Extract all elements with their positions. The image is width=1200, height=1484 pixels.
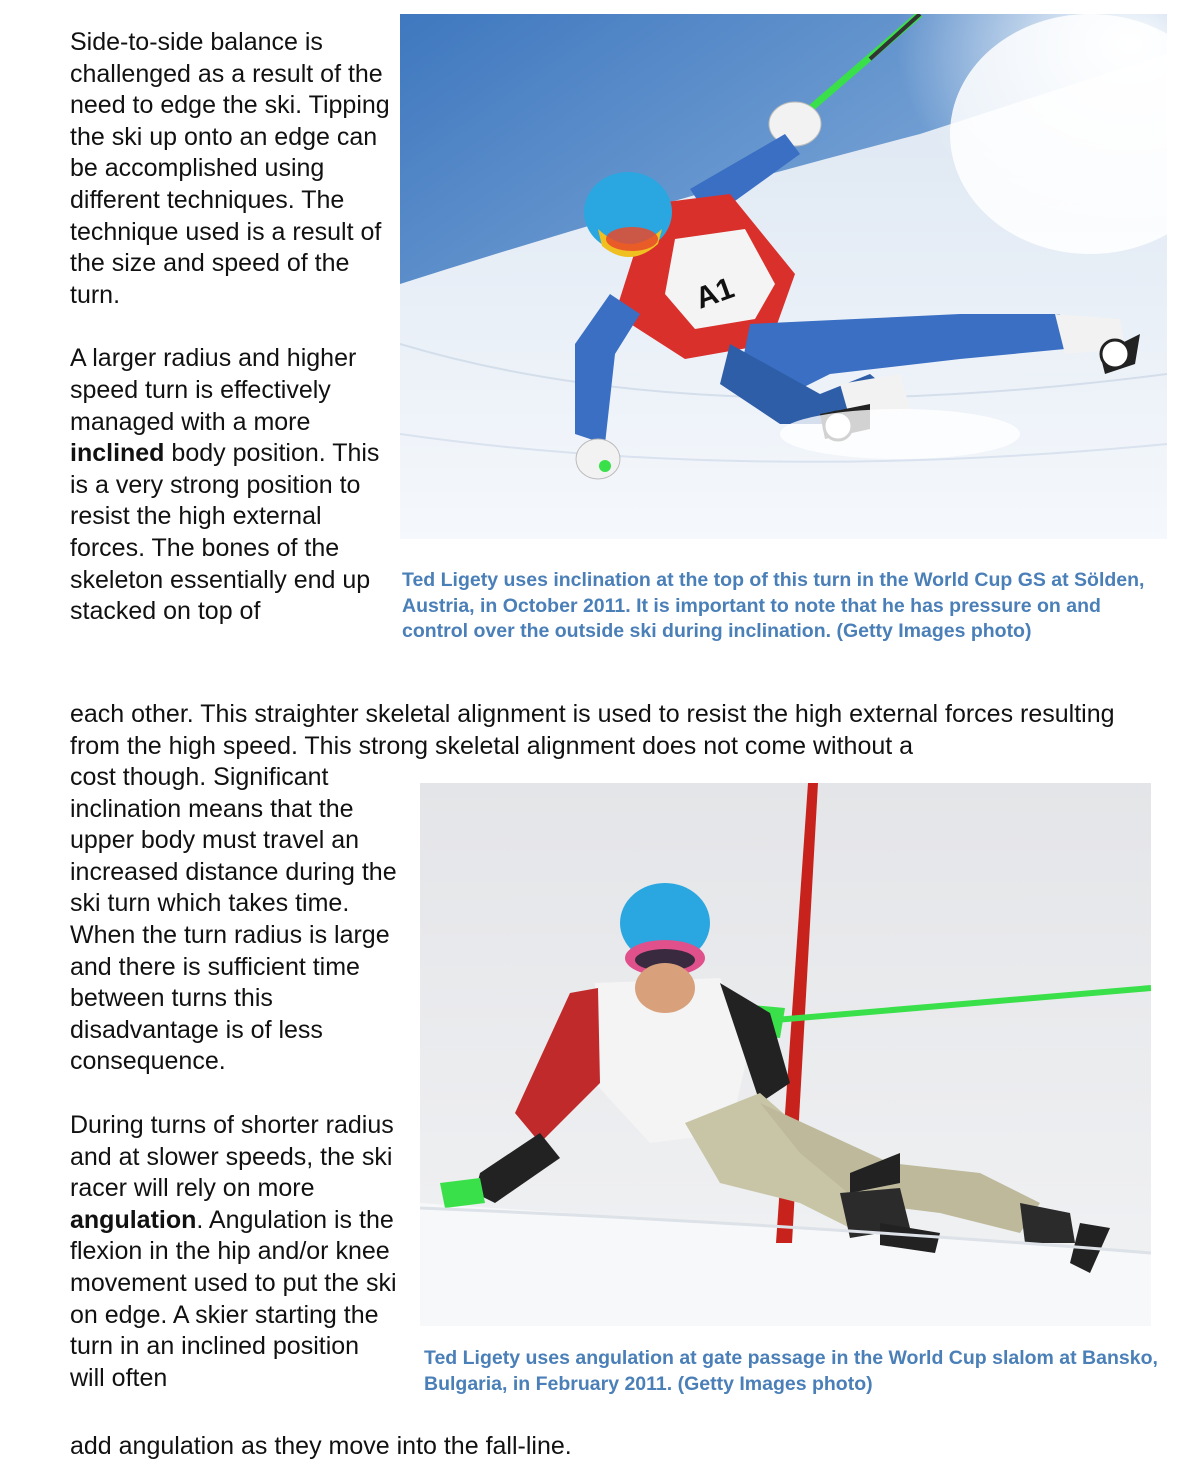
caption-figure-angulation: Ted Ligety uses angulation at gate passage in the World Cup slalom at Bansko, Bulgaria, in February 2011. (Getty Images photo) bbox=[424, 1347, 1158, 1395]
paragraph-balance: Side-to-side balance is challenged as a result of the need to edge the ski. Tipping the ski up onto an edge can be accomplished using different techniques. The technique used is a result of the size and speed of the turn. bbox=[70, 28, 390, 309]
term-angulation: angulation bbox=[70, 1205, 197, 1234]
paragraph-fall-line: add angulation as they move into the fall-line. bbox=[70, 1432, 572, 1460]
caption-figure-inclination: Ted Ligety uses inclination at the top of this turn in the World Cup GS at Sölden, Austria, in October 2011. It is important to note that he has pressure on and control over the outside ski during inclination. (Getty Images photo) bbox=[402, 569, 1145, 642]
photo-inclination-image bbox=[400, 14, 1167, 539]
text-column-top bbox=[70, 27, 392, 628]
bib-number: A1 bbox=[691, 271, 739, 316]
paragraph-cost: cost though. Significant inclination means that the upper body must travel an increased distance during the ski turn which takes time. When the turn radius is large and there is sufficient time between turns this disadvantage is of less consequence. bbox=[70, 763, 397, 1076]
paragraph-inclination bbox=[70, 343, 392, 627]
paragraph-inclination-start: A larger radius and higher speed turn is effectively managed with a more bbox=[70, 344, 357, 436]
term-inclined: inclined bbox=[70, 439, 165, 468]
photo-inclination bbox=[400, 14, 1167, 539]
paragraph-inclination-end: body position. This is a very strong position to resist the high external forces. The bones of the skeleton essentially end up stacked on top of bbox=[70, 439, 380, 626]
paragraph-skeletal-alignment: each other. This straighter skeletal alignment is used to resist the high external forces resulting from the high speed. This strong skeletal alignment does not come without a bbox=[70, 700, 1115, 760]
paragraph-angulation-end: . Angulation is the flexion in the hip and/or knee movement used to put the ski on edge. A skier starting the turn in an inclined position will often bbox=[70, 1205, 397, 1392]
photo-angulation bbox=[420, 783, 1151, 1326]
photo-angulation-image bbox=[420, 783, 1151, 1326]
text-column-bottom bbox=[70, 762, 400, 1394]
paragraph-angulation bbox=[70, 1110, 400, 1394]
paragraph-angulation-start: During turns of shorter radius and at slower speeds, the ski racer will rely on more bbox=[70, 1110, 394, 1203]
